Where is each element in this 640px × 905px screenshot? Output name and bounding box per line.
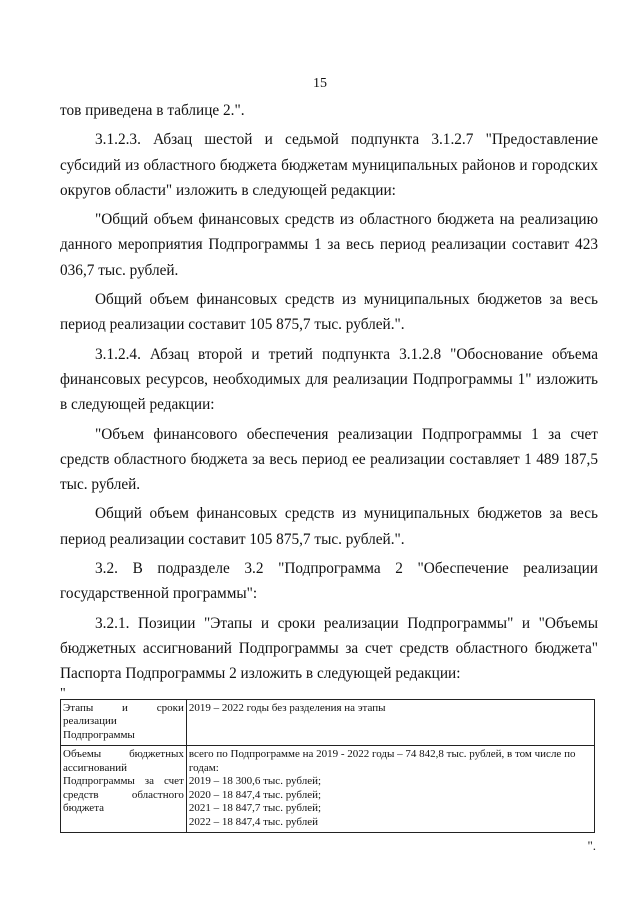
row-label-allocations: Объемы бюджетных ассигнований Подпрограммы за счет средств областного бюджета	[61, 746, 187, 833]
quoted-paragraph-municipal-budget-2: Общий объем финансовых средств из муниципальных бюджетов за весь период реализации составит 105 875,7 тыс. рублей.".	[60, 505, 598, 548]
document-body	[60, 98, 598, 853]
allocation-total: всего по Подпрограмме на 2019 - 2022 годы – 74 842,8 тыс. рублей, в том числе по годам:	[188, 748, 576, 774]
page-number: 15	[313, 76, 327, 91]
allocation-2020: 2020 – 18 847,4 тыс. рублей;	[188, 788, 322, 801]
table-row	[61, 746, 595, 833]
opening-quote: "	[60, 685, 66, 701]
quoted-paragraph-financing-volume: "Объем финансового обеспечения реализации Подпрограммы 1 за счет средств областного бюджета за весь период ее реализации составляет 1 489 187,5 тыс. рублей.	[60, 425, 598, 494]
paragraph-3-1-2-3: 3.1.2.3. Абзац шестой и седьмой подпункта 3.1.2.7 "Предоставление субсидий из областного бюджета бюджетам муниципальных районов и городских округов области" изложить в следующей редакции:	[60, 131, 598, 199]
allocation-2019: 2019 – 18 300,6 тыс. рублей;	[188, 775, 322, 788]
row-value-stages: 2019 – 2022 годы без разделения на этапы	[186, 699, 594, 746]
row-label-stages: Этапы и сроки реализации Подпрограммы	[61, 699, 187, 746]
paragraph-3-1-2-4: 3.1.2.4. Абзац второй и третий подпункта 3.1.2.8 "Обоснование объема финансовых ресурсов, необходимых для реализации Подпрограммы 1" изложить в следующей редакции:	[60, 345, 598, 414]
quoted-paragraph-municipal-budget: Общий объем финансовых средств из муниципальных бюджетов за весь период реализации составит 105 875,7 тыс. рублей.".	[60, 291, 598, 334]
paragraph-3-2-1: 3.2.1. Позиции "Этапы и сроки реализации Подпрограммы" и "Объемы бюджетных ассигнований Подпрограммы за счет средств областного бюджета" Паспорта Подпрограммы 2 изложить в следующей редакции:	[60, 614, 598, 683]
closing-quote: ".	[587, 838, 596, 854]
allocation-2021: 2021 – 18 847,7 тыс. рублей;	[188, 802, 322, 815]
allocation-2022: 2022 – 18 847,4 тыс. рублей	[188, 815, 318, 828]
paragraph-continuation: тов приведена в таблице 2.".	[60, 102, 245, 119]
row-value-allocations	[186, 746, 594, 833]
table-row	[61, 699, 595, 746]
quoted-paragraph-regional-budget: "Общий объем финансовых средств из областного бюджета на реализацию данного мероприятия Подпрограммы 1 за весь период реализации составит 423 036,7 тыс. рублей.	[60, 211, 598, 279]
passport-table	[60, 699, 595, 834]
paragraph-3-2: 3.2. В подразделе 3.2 "Подпрограмма 2 "Обеспечение реализации государственной программы":	[60, 560, 598, 603]
